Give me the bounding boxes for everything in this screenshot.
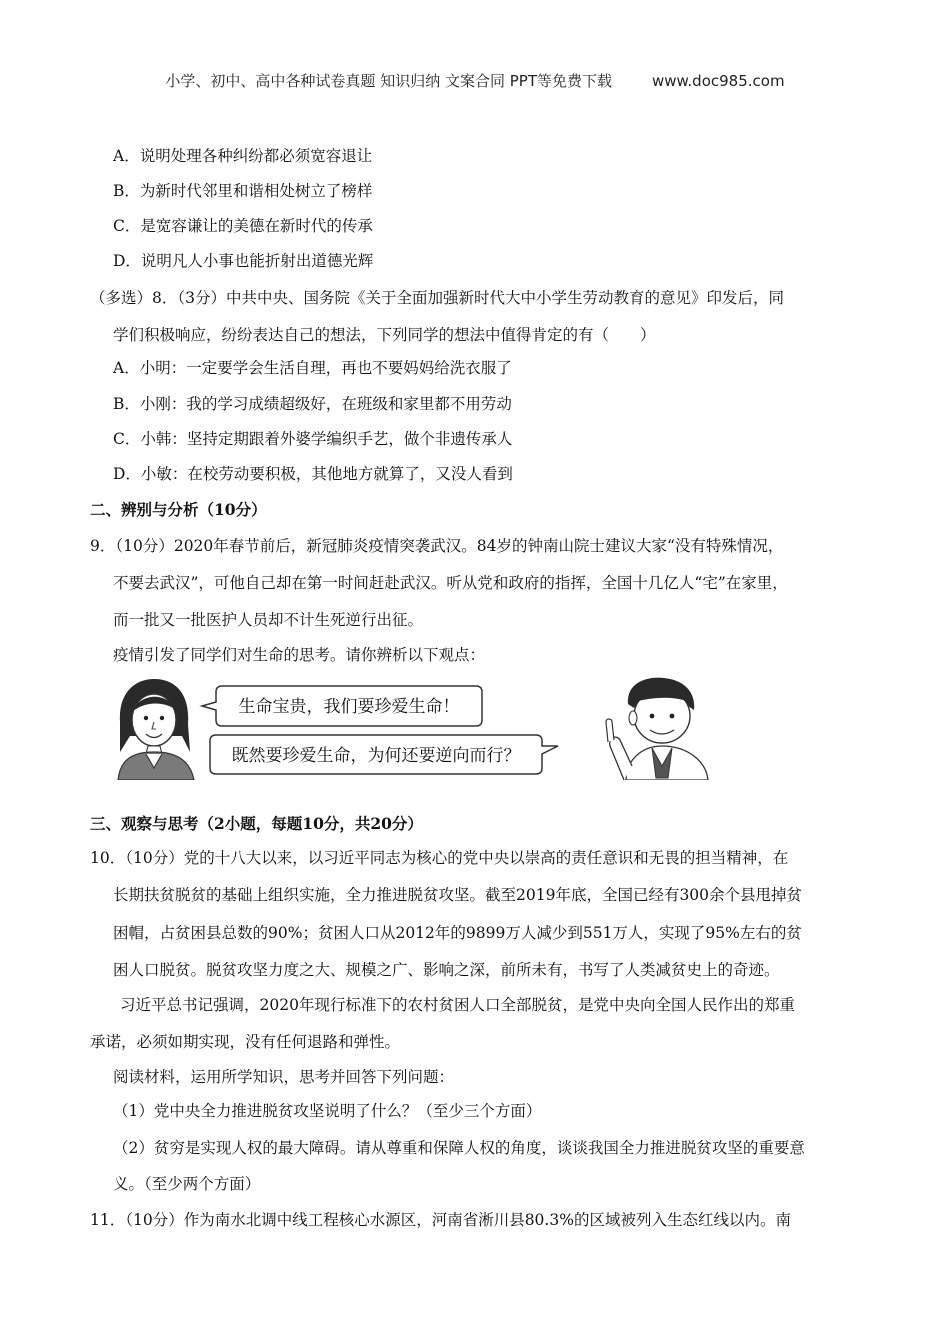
q7-option-c: C．是宽容谦让的美德在新时代的传承 <box>113 217 373 235</box>
q10-subquestion2: （2）贫穷是实现人权的最大障碍。请从尊重和保障人权的角度，谈谈我国全力推进脱贫攻坚的重要意 <box>113 1139 805 1157</box>
q10-line6: 承诺，必须如期实现，没有任何退路和弹性。 <box>90 1033 401 1051</box>
q10-line2: 长期扶贫脱贫的基础上组织实施，全力推进脱贫攻坚。截至2019年底，全国已经有300余个县甩掉贫 <box>113 886 803 904</box>
page-header <box>0 70 950 91</box>
q9-line3: 而一批又一批医护人员却不计生死逆行出征。 <box>113 611 424 629</box>
q9-line2: 不要去武汉”，可他自己却在第一时间赶赴武汉。听从党和政府的指挥，全国十几亿人“宅”在家里， <box>113 574 788 592</box>
header-site-link[interactable]: www.doc985.com <box>651 72 785 90</box>
q8-stem-line2: 学们积极响应，纷纷表达自己的想法，下列同学的想法中值得肯定的有（ ） <box>113 326 656 344</box>
q8-option-c: C．小韩：坚持定期跟着外婆学编织手艺，做个非遗传承人 <box>113 430 513 448</box>
q8-option-d: D．小敏：在校劳动要积极，其他地方就算了，又没人看到 <box>113 465 513 483</box>
q10-line4: 困人口脱贫。脱贫攻坚力度之大、规模之广、影响之深，前所未有，书写了人类减贫史上的奇迹。 <box>113 961 780 979</box>
boy-figure <box>606 678 708 780</box>
q9-line1: 9．（10分）2020年春节前后，新冠肺炎疫情突袭武汉。84岁的钟南山院士建议大家“没有特殊情况， <box>90 537 784 555</box>
q10-line3: 困帽，占贫困县总数的90%；贫困人口从2012年的9899万人减少到551万人，实现了95%左右的贫 <box>113 924 802 942</box>
dialogue-illustration <box>112 676 720 780</box>
girl-figure <box>118 679 194 780</box>
speech-bubble-1 <box>202 686 482 726</box>
q11-line1: 11．（10分）作为南水北调中线工程核心水源区，河南省淅川县80.3%的区域被列入生态红线以内。南 <box>90 1211 791 1229</box>
q9-line4: 疫情引发了同学们对生命的思考。请你辨析以下观点： <box>113 646 486 664</box>
q10-subquestion1: （1）党中央全力推进脱贫攻坚说明了什么？（至少三个方面） <box>113 1102 542 1120</box>
section2-title: 二、辨别与分析（10分） <box>90 500 267 519</box>
q7-option-b: B．为新时代邻里和谐相处树立了榜样 <box>113 182 373 200</box>
q10-subquestion2-cont: 义。（至少两个方面） <box>113 1175 261 1193</box>
bubble2-text: 既然要珍爱生命，为何还要逆向而行？ <box>231 746 521 766</box>
section3-title: 三、观察与思考（2小题，每题10分，共20分） <box>90 814 423 833</box>
q10-line7: 阅读材料，运用所学知识，思考并回答下列问题： <box>113 1068 455 1086</box>
q7-option-a: A．说明处理各种纠纷都必须宽容退让 <box>113 147 373 165</box>
q10-line5: 习近平总书记强调，2020年现行标准下的农村贫困人口全部脱贫，是党中央向全国人民作出的郑重 <box>120 996 795 1014</box>
q8-stem-line1: （多选）8．（3分）中共中央、国务院《关于全面加强新时代大中小学生劳动教育的意见》印发后，同 <box>90 289 784 307</box>
q10-line1: 10．（10分）党的十八大以来，以习近平同志为核心的党中央以崇高的责任意识和无畏的担当精神，在 <box>90 849 789 867</box>
speech-bubble-2 <box>210 735 558 774</box>
bubble1-text: 生命宝贵，我们要珍爱生命！ <box>238 697 460 717</box>
q8-option-b: B．小刚：我的学习成绩超级好，在班级和家里都不用劳动 <box>113 395 512 413</box>
header-text: 小学、初中、高中各种试卷真题 知识归纳 文案合同 PPT等免费下载 <box>165 72 612 90</box>
q7-option-d: D．说明凡人小事也能折射出道德光辉 <box>113 252 374 270</box>
q8-option-a: A．小明：一定要学会生活自理，再也不要妈妈给洗衣服了 <box>113 359 512 377</box>
